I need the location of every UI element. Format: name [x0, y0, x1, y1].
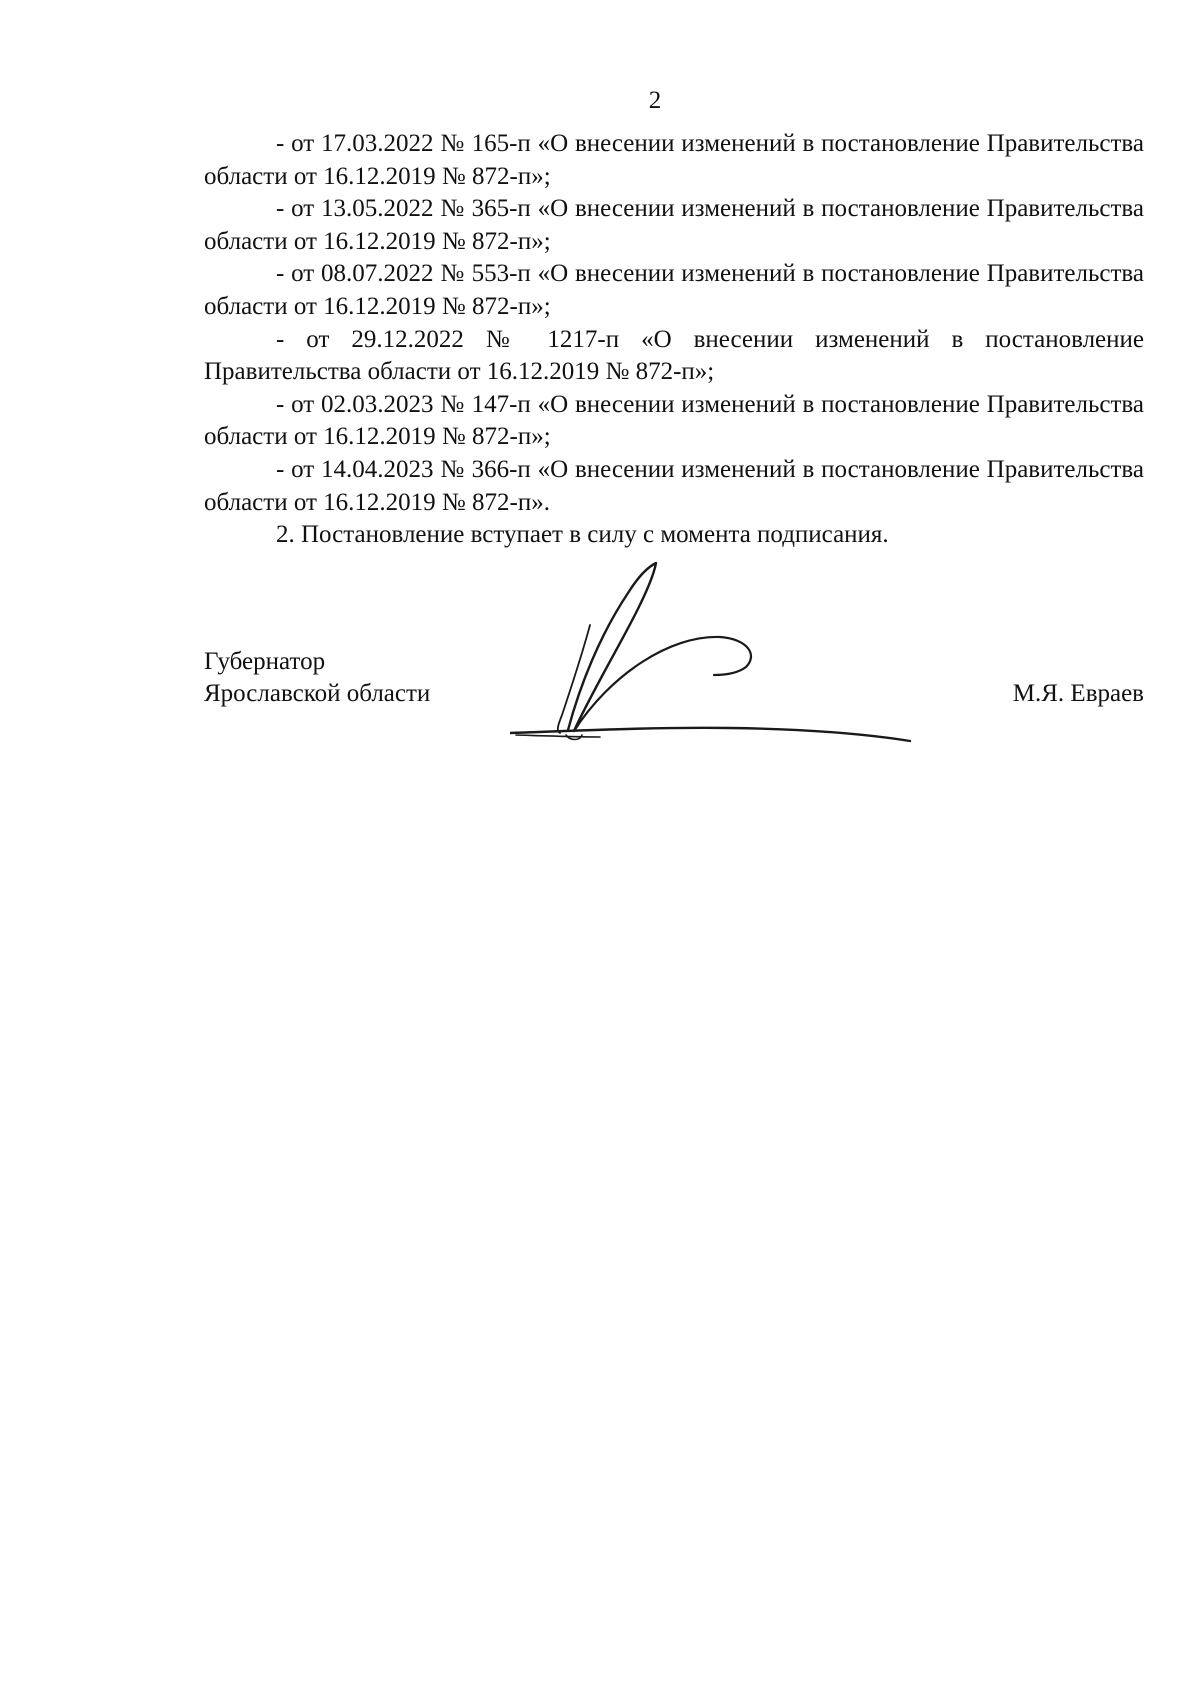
amendment-item: - от 29.12.2022 № 1217-п «О внесении изменений в постановление Правительства области от 16.12.2019 № 872-п»;: [204, 325, 1144, 386]
amendment-item: - от 14.04.2023 № 366-п «О внесении изменений в постановление Правительства области от 16.12.2019 № 872-п».: [204, 455, 1144, 516]
document-body: [204, 128, 1144, 552]
handwritten-signature: [510, 555, 930, 755]
signer-position: [204, 646, 430, 710]
signer-position-line1: Губернатор: [204, 648, 326, 675]
signer-name: М.Я. Евраев: [1012, 680, 1144, 707]
page-number: 2: [648, 87, 662, 114]
amendment-item: - от 17.03.2022 № 165-п «О внесении изменений в постановление Правительства области от 16.12.2019 № 872-п»;: [204, 130, 1144, 190]
signer-position-line2: Ярославской области: [204, 680, 431, 707]
effective-clause: 2. Постановление вступает в силу с момента подписания.: [276, 521, 889, 549]
amendment-item: - от 02.03.2023 № 147-п «О внесении изменений в постановление Правительства области от 16.12.2019 № 872-п»;: [204, 390, 1144, 451]
amendment-item: - от 08.07.2022 № 553-п «О внесении изменений в постановление Правительства области от 16.12.2019 № 872-п»;: [204, 260, 1144, 320]
amendment-item: - от 13.05.2022 № 365-п «О внесении изменений в постановление Правительства области от 16.12.2019 № 872-п»;: [204, 195, 1144, 255]
